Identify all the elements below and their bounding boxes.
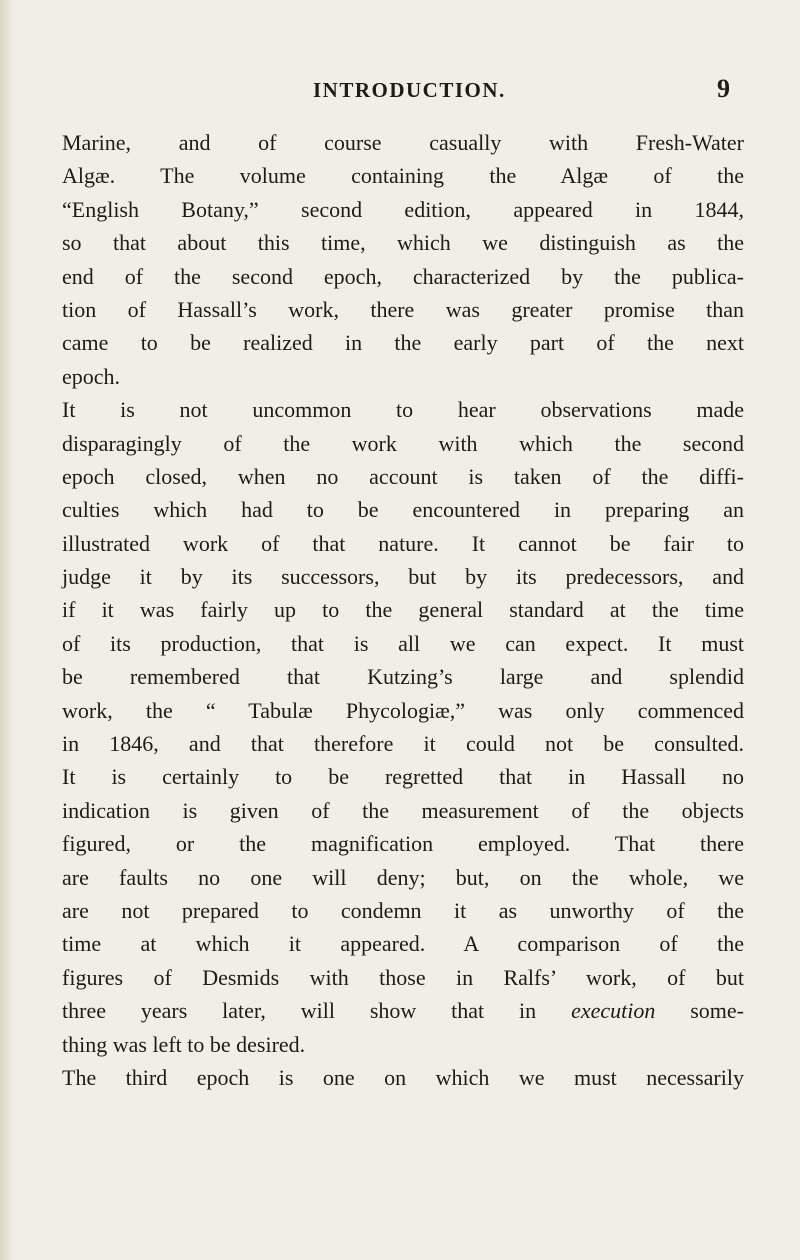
text-line: are faults no one will deny; but, on the whole, we bbox=[62, 864, 744, 890]
text-line: be remembered that Kutzing’s large and splendid bbox=[62, 664, 744, 690]
text-line: time at which it appeared. A comparison of the bbox=[62, 931, 744, 957]
text-line-with-italic bbox=[62, 994, 744, 1027]
text-line: came to be realized in the early part of the next bbox=[62, 330, 744, 356]
text-line: figured, or the magnification employed. That there bbox=[62, 831, 744, 857]
text-line: tion of Hassall’s work, there was greater promise than bbox=[62, 296, 744, 322]
text-segment: three years later, will show that in bbox=[62, 998, 537, 1024]
text-line: figures of Desmids with those in Ralfs’ work, of but bbox=[62, 964, 744, 990]
page-edge-shadow bbox=[0, 0, 14, 1260]
text-line: Algæ. The volume containing the Algæ of the bbox=[62, 163, 744, 189]
italic-word: execution bbox=[571, 998, 656, 1024]
text-line: thing was left to be desired. bbox=[62, 1031, 306, 1057]
page-number: 9 bbox=[717, 74, 730, 103]
text-line: in 1846, and that therefore it could not be consulted. bbox=[62, 731, 744, 757]
text-line: It is certainly to be regretted that in Hassall no bbox=[62, 764, 744, 790]
text-line: “English Botany,” second edition, appeared in 1844, bbox=[62, 196, 744, 222]
text-line: if it was fairly up to the general standard at the time bbox=[62, 597, 744, 623]
text-line: It is not uncommon to hear observations made bbox=[62, 397, 744, 423]
text-line: disparagingly of the work with which the second bbox=[62, 430, 744, 456]
text-segment: some- bbox=[655, 998, 745, 1024]
text-line: culties which had to be encountered in preparing an bbox=[62, 497, 744, 523]
text-line: are not prepared to condemn it as unworthy of the bbox=[62, 897, 744, 923]
text-line: Marine, and of course casually with Fresh-Water bbox=[62, 130, 744, 155]
running-head: INTRODUCTION. bbox=[313, 78, 506, 102]
body-text bbox=[62, 126, 744, 1094]
text-line: of its production, that is all we can expect. It must bbox=[62, 630, 744, 656]
text-line: so that about this time, which we distinguish as the bbox=[62, 230, 744, 256]
text-line: end of the second epoch, characterized by the publica- bbox=[62, 263, 744, 289]
page-header bbox=[0, 72, 800, 108]
text-line: epoch closed, when no account is taken of the diffi- bbox=[62, 463, 744, 489]
text-line: indication is given of the measurement of the objects bbox=[62, 797, 744, 823]
text-line: epoch. bbox=[62, 363, 121, 389]
text-line: illustrated work of that nature. It cannot be fair to bbox=[62, 530, 744, 556]
text-line: The third epoch is one on which we must necessarily bbox=[62, 1064, 744, 1090]
text-line: work, the “ Tabulæ Phycologiæ,” was only commenced bbox=[62, 697, 744, 723]
text-line: judge it by its successors, but by its predecessors, and bbox=[62, 564, 744, 590]
